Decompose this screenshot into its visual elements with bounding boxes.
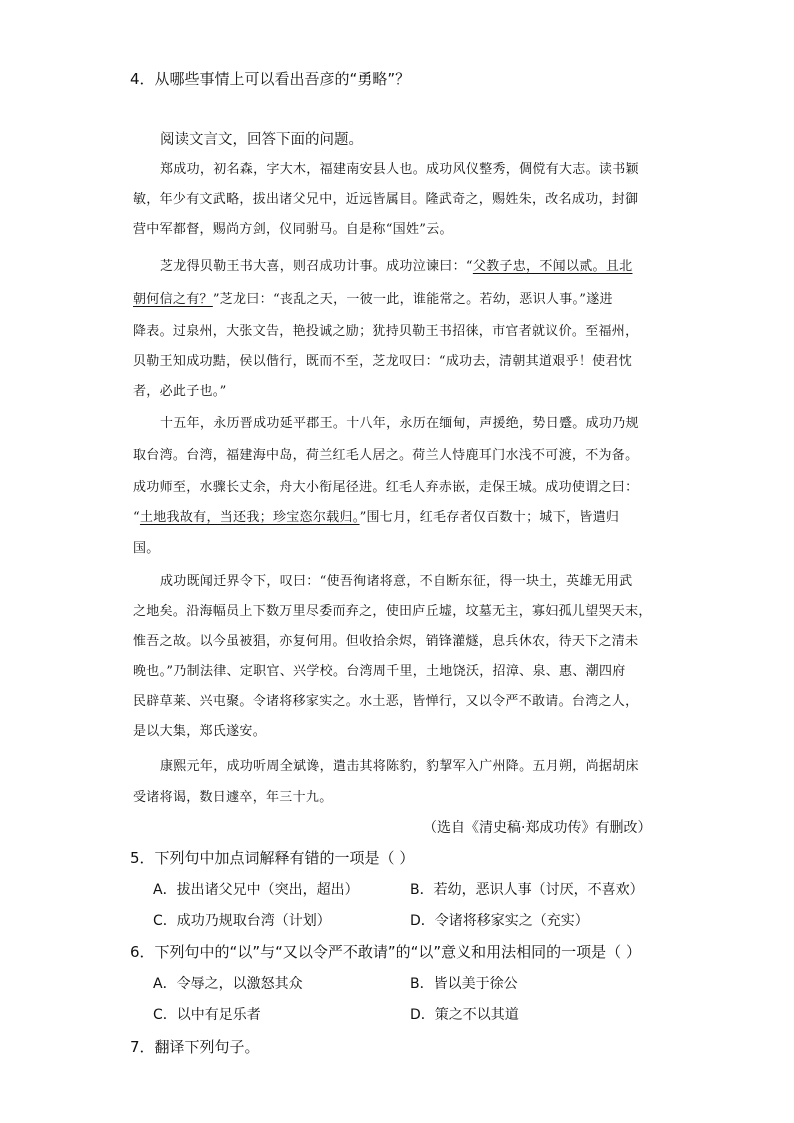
q5-option-b[interactable]: B．若幼，恶识人事（讨厌，不喜欢） xyxy=(410,882,644,898)
question-4: 4．从哪些事情上可以看出吾彦的“勇略”？ xyxy=(130,70,411,88)
question-6-stem: 6．下列句中的“以”与“又以令严不敢请”的“以”意义和用法相同的一项是（ ） xyxy=(130,943,641,961)
underlined-sentence: 朝何信之有？ xyxy=(133,292,213,307)
passage-line: 是以大集，郑氏遂安。 xyxy=(133,724,267,739)
passage-line: 取台湾。台湾，福建海中岛，荷兰红毛人居之。荷兰人恃鹿耳门水浅不可渡，不为备。 xyxy=(133,448,639,463)
passage-line xyxy=(160,255,632,274)
q6-option-a[interactable]: A．令辱之，以激怒其众 xyxy=(153,976,303,992)
q6-option-d[interactable]: D．策之不以其道 xyxy=(410,1007,519,1023)
question-5-stem: 5．下列句中加点词解释有错的一项是（ ） xyxy=(130,849,415,867)
passage-source: （选自《清史稿·郑成功传》有删改） xyxy=(423,820,652,836)
passage-line: 者，必此子也。” xyxy=(133,384,227,399)
passage-line: 成功师至，水骤长丈余，舟大小衔尾径进。红毛人弃赤嵌，走保王城。成功使谓之曰： xyxy=(133,480,639,495)
passage-text: 芝龙得贝勒王书大喜，则召成功计事。成功泣谏曰：“ xyxy=(160,259,473,274)
passage-line: 敏，年少有文武略，拔出诸父兄中，近远皆属目。隆武奇之，赐姓朱，改名成功，封御 xyxy=(133,192,639,207)
passage-line xyxy=(133,506,619,525)
q5-option-c[interactable]: C．成功乃规取台湾（计划） xyxy=(153,913,331,929)
passage-line xyxy=(133,288,613,307)
passage-line: 国。 xyxy=(133,541,160,556)
passage-line: 康熙元年，成功听周全斌谗，遣击其将陈豹，豹挈军入广州降。五月朔，尚据胡床 xyxy=(160,759,639,774)
underlined-sentence: 父教子忠，不闻以贰。且北 xyxy=(472,259,633,274)
passage-text: ”芝龙曰：“丧乱之天，一彼一此，谁能常之。若幼，恶识人事。”遂进 xyxy=(212,292,613,307)
passage-text: “ xyxy=(133,510,140,525)
q6-option-b[interactable]: B．皆以美于徐公 xyxy=(410,976,518,992)
passage-intro: 阅读文言文，回答下面的问题。 xyxy=(160,132,363,148)
q5-option-d[interactable]: D．令诸将移家实之（充实） xyxy=(410,913,589,929)
q6-option-c[interactable]: C．以中有足乐者 xyxy=(153,1007,261,1023)
passage-line: 之地矣。沿海幅员上下数万里尽委而弃之，使田庐丘墟，坟墓无主，寡妇孤儿望哭天末， xyxy=(133,604,652,619)
passage-line: 成功既闻迁界令下，叹曰：“使吾徇诸将意，不自断东征，得一块土，英雄无用武 xyxy=(160,574,633,589)
passage-line: 受诸将谒，数日遽卒，年三十九。 xyxy=(133,790,333,805)
underlined-sentence: 土地我故有，当还我；珍宝恣尔载归。 xyxy=(139,510,360,525)
passage-line: 营中军都督，赐尚方剑，仪同驸马。自是称“国姓”云。 xyxy=(133,222,453,237)
q5-option-a[interactable]: A．拔出诸父兄中（突出，超出） xyxy=(153,882,359,898)
passage-line: 民辟草莱、兴屯聚。令诸将移家实之。水土恶，皆惮行，又以令严不敢请。台湾之人， xyxy=(133,694,639,709)
passage-line: 贝勒王知成功黠，侯以偕行，既而不至，芝龙叹曰：“成功去，清朝其道艰乎！使君忱 xyxy=(133,354,633,369)
passage-text: ”围七月，红毛存者仅百数十；城下，皆遣归 xyxy=(359,510,620,525)
passage-line: 郑成功，初名森，字大木，福建南安县人也。成功风仪整秀，倜傥有大志。读书颖 xyxy=(160,162,639,177)
passage-line: 晚也。”乃制法律、定职官、兴学校。台湾周千里，土地饶沃，招漳、泉、惠、潮四府 xyxy=(133,664,626,679)
question-7-stem: 7．翻译下列句子。 xyxy=(130,1038,260,1056)
passage-line: 降表。过泉州，大张文告，艳投诚之励；犹持贝勒王书招徕，市官者就议价。至福州， xyxy=(133,324,639,339)
passage-line: 十五年，永历晋成功延平郡王。十八年，永历在缅甸，声援绝，势日蹙。成功乃规 xyxy=(160,416,639,431)
passage-line: 惟吾之故。以今虽被猖，亦复何用。但收拾余烬，销锋灌燧，息兵休农，待天下之清未 xyxy=(133,634,639,649)
